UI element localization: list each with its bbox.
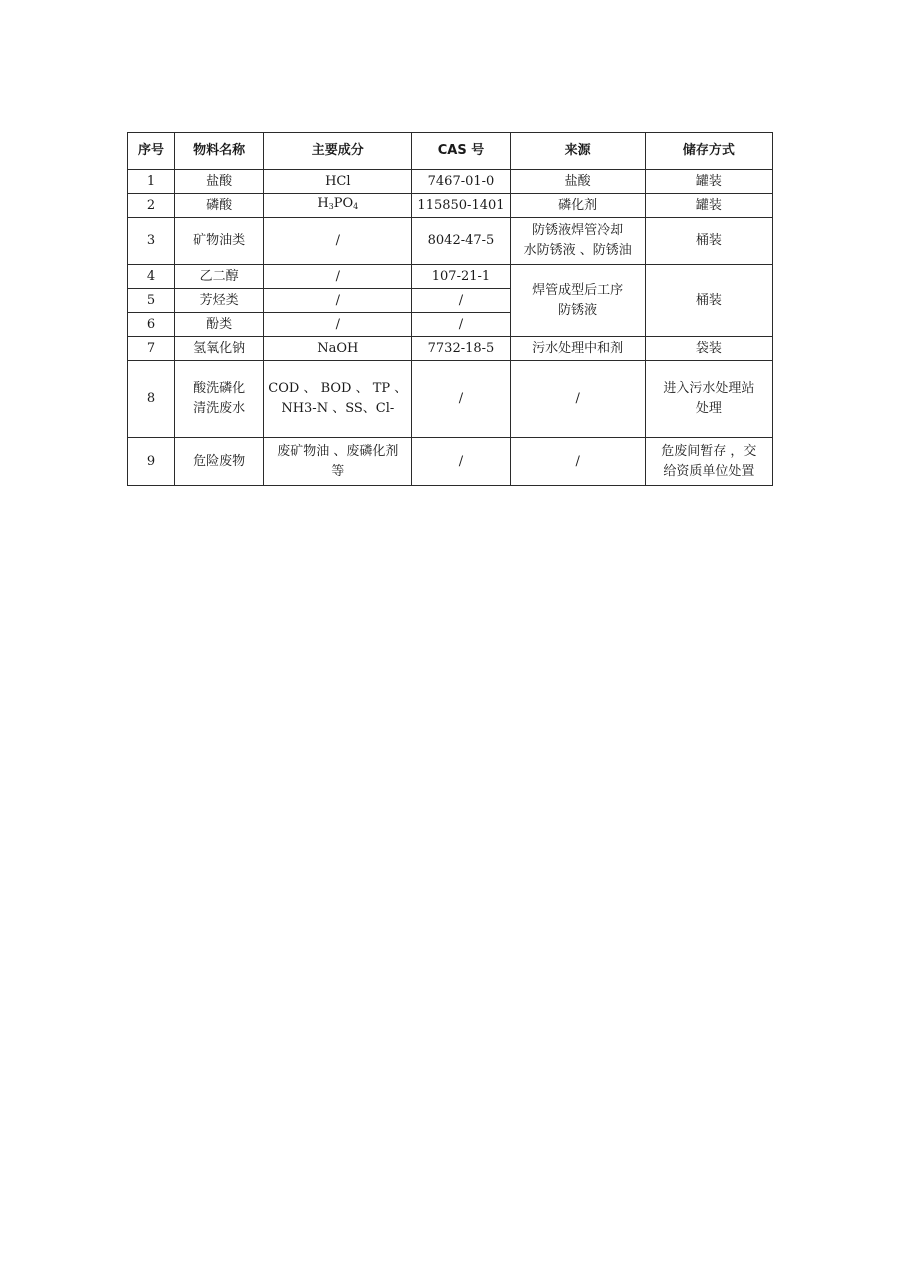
cell-component: /	[264, 313, 412, 337]
header-source: 来源	[510, 133, 645, 170]
cell-component-line2: NH3-N 、SS、Cl-	[281, 401, 395, 416]
cell-no: 5	[128, 289, 175, 313]
cell-storage	[645, 361, 772, 438]
cell-component-line1: 废矿物油 、废磷化剂	[277, 443, 399, 459]
cell-storage-line1: 进入污水处理站	[663, 381, 755, 396]
cell-cas: 8042-47-5	[412, 218, 510, 265]
cell-storage: 罐装	[645, 170, 772, 194]
cell-source-line2: 水防锈液 、防锈油	[523, 243, 632, 258]
cell-source-line2: 防锈液	[558, 302, 598, 318]
cell-no: 2	[128, 194, 175, 218]
cell-cas: 115850-1401	[412, 194, 510, 218]
cell-storage-merged: 桶装	[645, 265, 772, 337]
cell-source: 磷化剂	[510, 194, 645, 218]
cell-no: 8	[128, 361, 175, 438]
table-row	[128, 337, 773, 361]
cell-name: 乙二醇	[175, 265, 264, 289]
cell-source-merged	[510, 265, 645, 337]
cell-source	[510, 218, 645, 265]
cell-name-line2: 清洗废水	[193, 401, 246, 416]
formula-h: H	[317, 196, 329, 211]
table-row	[128, 170, 773, 194]
cell-source: /	[510, 438, 645, 486]
header-storage: 储存方式	[645, 133, 772, 170]
table-row	[128, 438, 773, 486]
table-header-row	[128, 133, 773, 170]
cell-storage: 桶装	[645, 218, 772, 265]
cell-component-line1: COD 、 BOD 、 TP 、	[268, 381, 408, 396]
cell-cas: 7467-01-0	[412, 170, 510, 194]
materials-table	[127, 132, 773, 486]
formula-sub-4: 4	[353, 202, 359, 211]
header-no: 序号	[128, 133, 175, 170]
table-row	[128, 218, 773, 265]
cell-no: 4	[128, 265, 175, 289]
cell-component: /	[264, 218, 412, 265]
cell-source-line1: 防锈液焊管冷却	[532, 223, 624, 238]
cell-cas: /	[412, 313, 510, 337]
header-component: 主要成分	[264, 133, 412, 170]
cell-component: NaOH	[264, 337, 412, 361]
cell-name: 芳烃类	[175, 289, 264, 313]
formula-po: PO	[333, 196, 354, 211]
cell-component	[264, 438, 412, 486]
cell-cas: 107-21-1	[412, 265, 510, 289]
table-row	[128, 194, 773, 218]
cell-component-line2: 等	[331, 463, 345, 479]
cell-cas: /	[412, 438, 510, 486]
cell-no: 6	[128, 313, 175, 337]
cell-storage	[645, 438, 772, 486]
cell-name: 盐酸	[175, 170, 264, 194]
cell-cas: 7732-18-5	[412, 337, 510, 361]
cell-name-line1: 酸洗磷化	[193, 381, 246, 396]
cell-storage: 袋装	[645, 337, 772, 361]
cell-name	[175, 361, 264, 438]
cell-component: /	[264, 265, 412, 289]
cell-name: 氢氧化钠	[175, 337, 264, 361]
cell-storage: 罐装	[645, 194, 772, 218]
cell-no: 7	[128, 337, 175, 361]
cell-storage-line2: 处理	[695, 401, 722, 416]
cell-name: 磷酸	[175, 194, 264, 218]
cell-source: 污水处理中和剂	[510, 337, 645, 361]
cell-no: 9	[128, 438, 175, 486]
cell-source: /	[510, 361, 645, 438]
cell-cas: /	[412, 361, 510, 438]
cell-source: 盐酸	[510, 170, 645, 194]
cell-component	[264, 194, 412, 218]
cell-source-line1: 焊管成型后工序	[532, 282, 624, 298]
cell-component: HCl	[264, 170, 412, 194]
cell-no: 3	[128, 218, 175, 265]
cell-storage-line2: 给资质单位处置	[663, 463, 755, 479]
cell-component: /	[264, 289, 412, 313]
cell-name: 酚类	[175, 313, 264, 337]
table-row	[128, 265, 773, 289]
cell-no: 1	[128, 170, 175, 194]
cell-name: 危险废物	[175, 438, 264, 486]
cell-name: 矿物油类	[175, 218, 264, 265]
header-cas: CAS 号	[412, 133, 510, 170]
cell-storage-line1: 危废间暂存 ，交	[661, 443, 757, 459]
cell-component	[264, 361, 412, 438]
formula-sub-3: 3	[328, 202, 334, 211]
header-name: 物料名称	[175, 133, 264, 170]
table-row	[128, 361, 773, 438]
cell-cas: /	[412, 289, 510, 313]
